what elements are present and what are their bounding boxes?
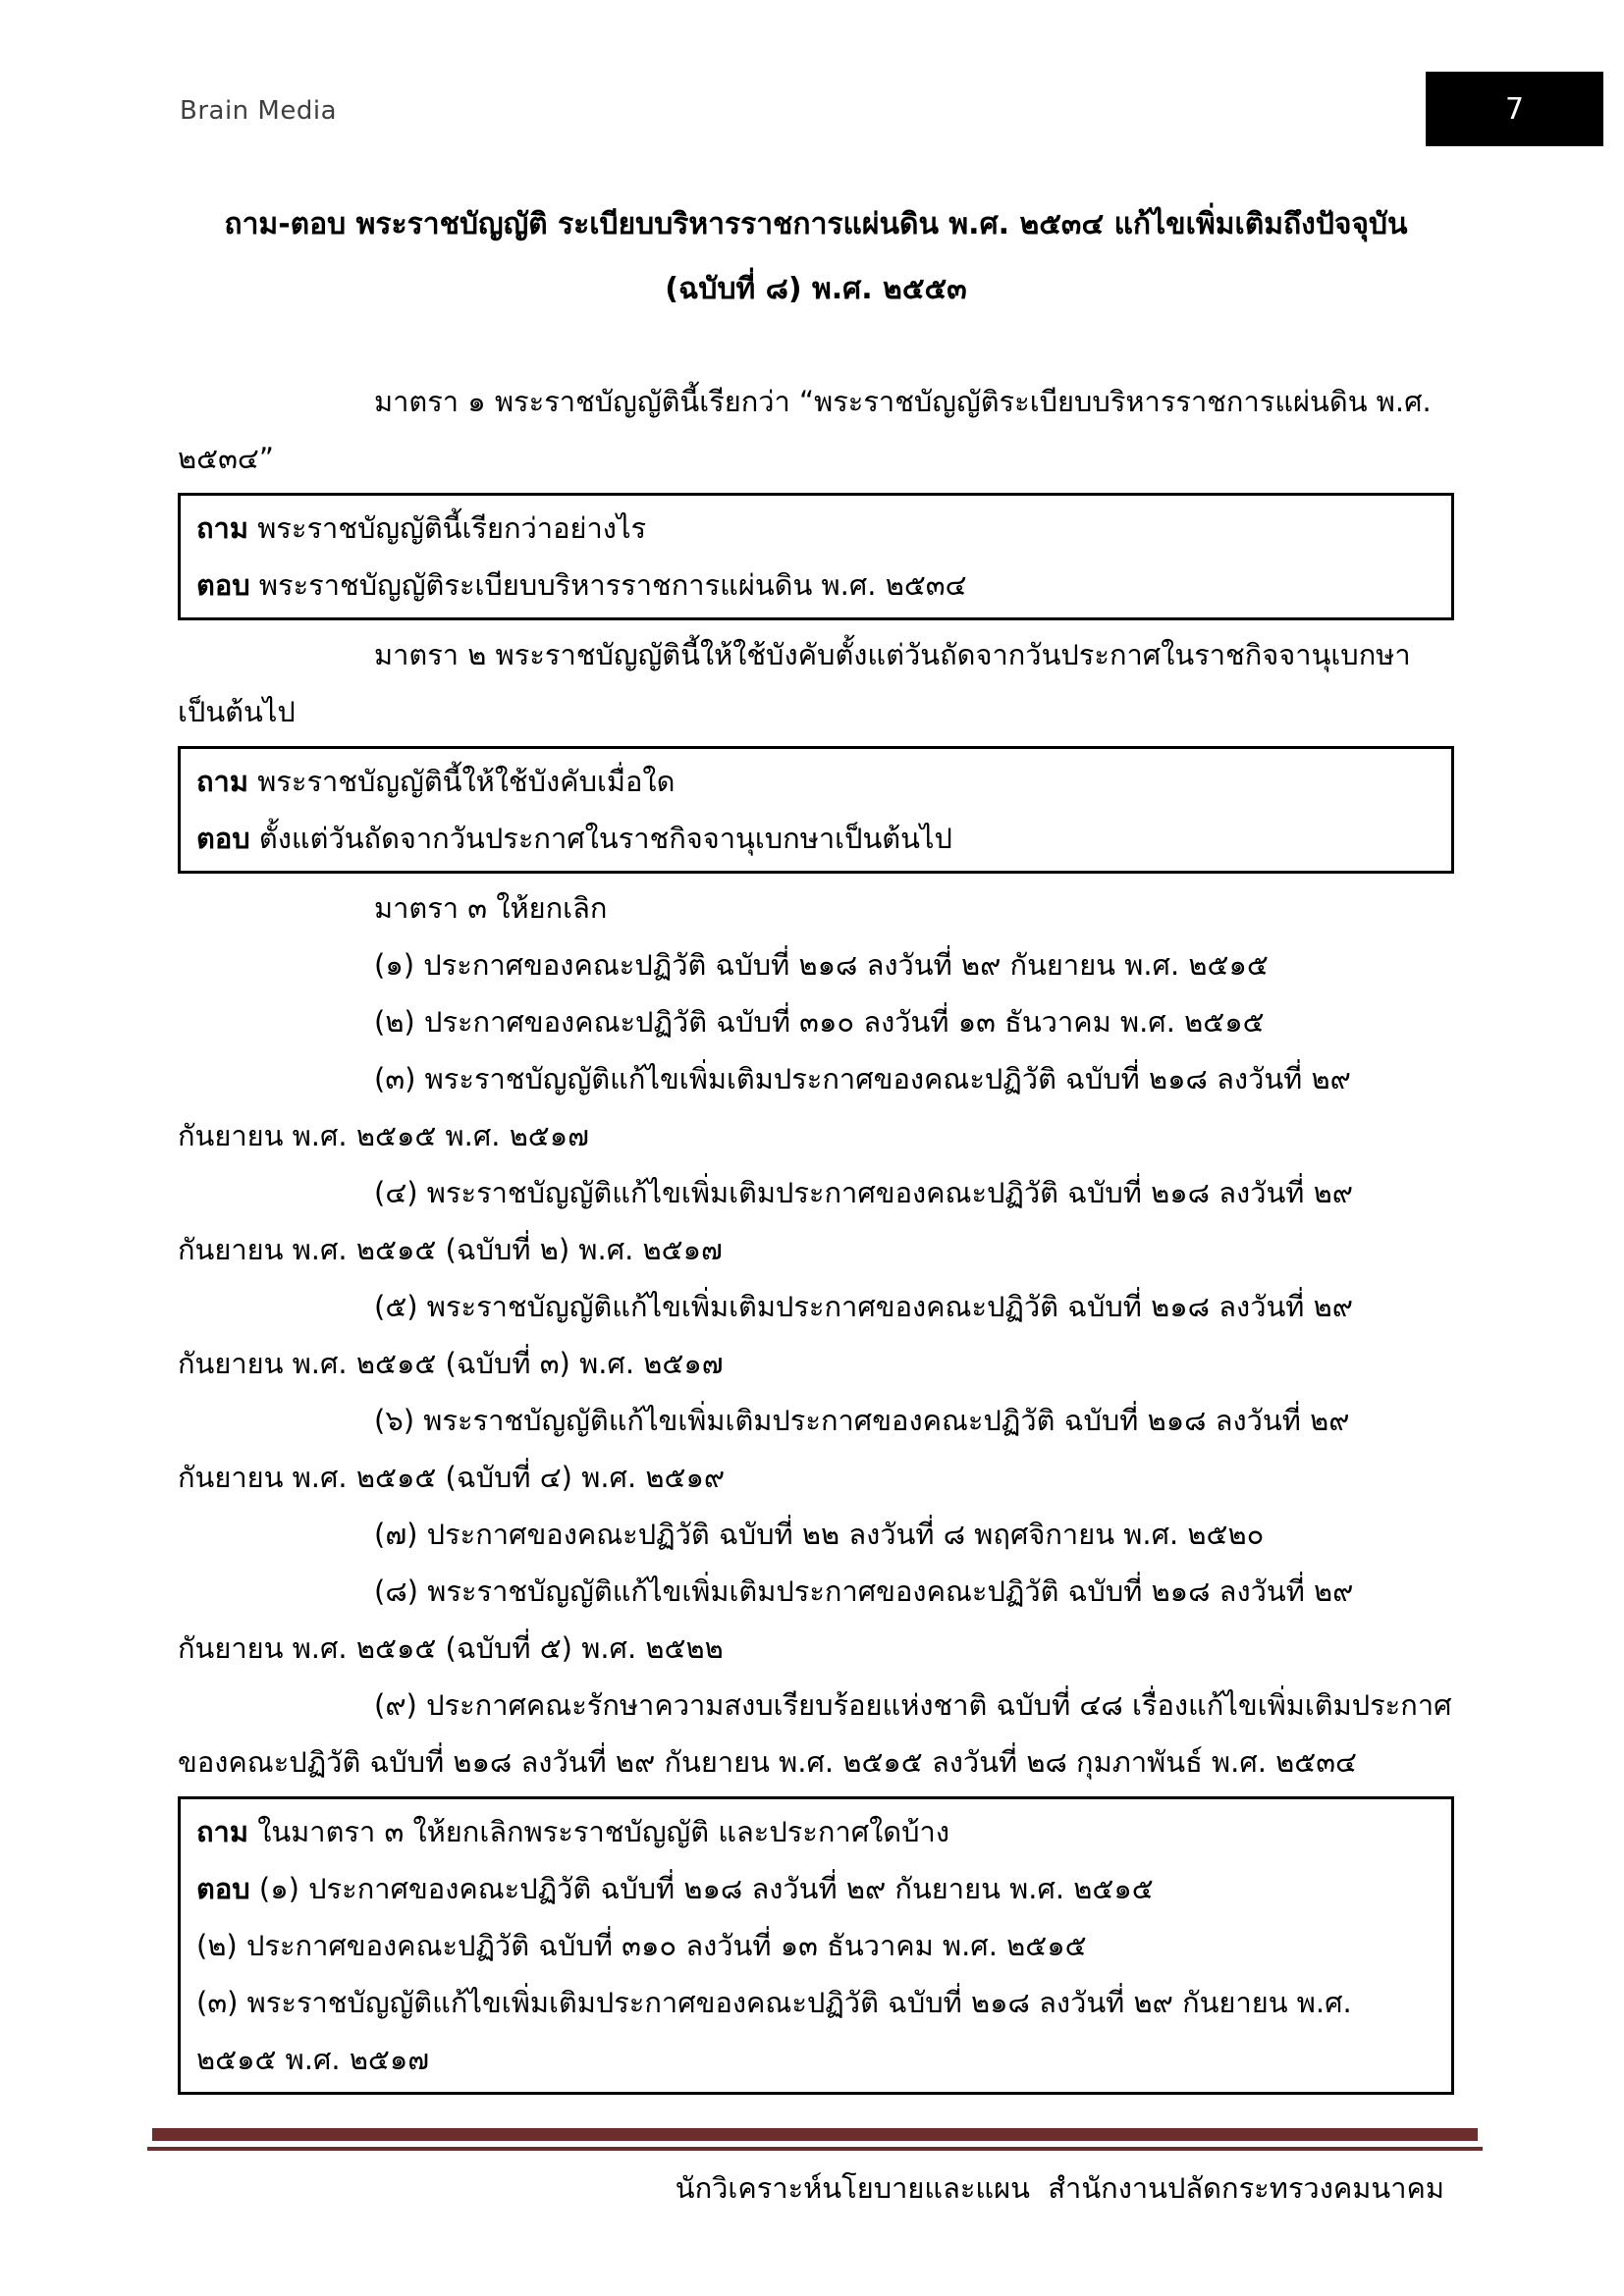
footer-rule-thick — [152, 2128, 1478, 2141]
list-item: (๙) ประกาศคณะรักษาความสงบเรียบร้อยแห่งชาติ ฉบับที่ ๔๘ เรื่องแก้ไขเพิ่มเติมประกาศของคณะปฏิวัติ ฉบับที่ ๒๑๘ ลงวันที่ ๒๙ กันยายน พ.ศ. ๒๕๑๕ ลงวันที่ ๒๘ กุมภาพันธ์ พ.ศ. ๒๕๓๔ — [178, 1688, 1452, 1779]
list-item: (๑) ประกาศของคณะปฏิวัติ ฉบับที่ ๒๑๘ ลงวันที่ ๒๙ กันยายน พ.ศ. ๒๕๑๕ — [374, 948, 1269, 982]
qa-3-answer-line-2: (๒) ประกาศของคณะปฏิวัติ ฉบับที่ ๓๑๐ ลงวันที่ ๑๓ ธันวาคม พ.ศ. ๒๕๑๕ — [196, 1929, 1087, 1962]
list-item: (๓) พระราชบัญญัติแก้ไขเพิ่มเติมประกาศของคณะปฏิวัติ ฉบับที่ ๒๑๘ ลงวันที่ ๒๙ กันยายน พ.ศ. ๒๕๑๕ พ.ศ. ๒๕๑๗ — [178, 1062, 1351, 1152]
list-item: (๔) พระราชบัญญัติแก้ไขเพิ่มเติมประกาศของคณะปฏิวัติ ฉบับที่ ๒๑๘ ลงวันที่ ๒๙ กันยายน พ.ศ. ๒๕๑๕ (ฉบับที่ ๒) พ.ศ. ๒๕๑๗ — [178, 1176, 1353, 1266]
question-label: ถาม — [196, 765, 248, 798]
qa-box-1 — [178, 493, 1454, 620]
footer-signature: นักวิเคราะห์นโยบายและแผน สำนักงานปลัดกระทรวงคมนาคม — [675, 2171, 1444, 2205]
question-label: ถาม — [196, 511, 248, 545]
answer-label: ตอบ — [196, 1872, 250, 1905]
question-label: ถาม — [196, 1815, 248, 1848]
qa-1-answer — [196, 557, 1435, 614]
page-number-box — [1426, 72, 1603, 146]
qa-box-2 — [178, 746, 1454, 874]
section-2-paragraph: มาตรา ๒ พระราชบัญญัตินี้ให้ใช้บังคับตั้งแต่วันถัดจากวันประกาศในราชกิจจานุเบกษาเป็นต้นไป — [178, 638, 1411, 728]
list-item: (๕) พระราชบัญญัติแก้ไขเพิ่มเติมประกาศของคณะปฏิวัติ ฉบับที่ ๒๑๘ ลงวันที่ ๒๙ กันยายน พ.ศ. ๒๕๑๕ (ฉบับที่ ๓) พ.ศ. ๒๕๑๗ — [178, 1290, 1353, 1380]
qa-2-question — [196, 753, 1435, 810]
qa-3-question — [196, 1803, 1435, 1860]
qa-3-answer-line-1 — [196, 1860, 1435, 1917]
document-title-line-2: (ฉบับที่ ๘) พ.ศ. ๒๕๕๓ — [665, 272, 967, 306]
brand-text: Brain Media — [180, 96, 338, 126]
repealed-items-list — [178, 936, 1454, 1790]
qa-3-answer-line-3: (๓) พระราชบัญญัติแก้ไขเพิ่มเติมประกาศของคณะปฏิวัติ ฉบับที่ ๒๑๘ ลงวันที่ ๒๙ กันยายน พ.ศ. ๒๕๑๕ พ.ศ. ๒๕๑๗ — [196, 1986, 1352, 2076]
qa-box-3 — [178, 1796, 1454, 2095]
footer-rule-thin — [147, 2147, 1483, 2151]
answer-label: ตอบ — [196, 568, 250, 602]
question-text: ในมาตรา ๓ ให้ยกเลิกพระราชบัญญัติ และประกาศใดบ้าง — [257, 1815, 949, 1848]
qa-1-question — [196, 500, 1435, 557]
document-content — [178, 192, 1454, 2101]
list-item: (๒) ประกาศของคณะปฏิวัติ ฉบับที่ ๓๑๐ ลงวันที่ ๑๓ ธันวาคม พ.ศ. ๒๕๑๕ — [374, 1005, 1265, 1039]
list-item: (๘) พระราชบัญญัติแก้ไขเพิ่มเติมประกาศของคณะปฏิวัติ ฉบับที่ ๒๑๘ ลงวันที่ ๒๙ กันยายน พ.ศ. ๒๕๑๕ (ฉบับที่ ๕) พ.ศ. ๒๕๒๒ — [178, 1575, 1354, 1665]
answer-text: ตั้งแต่วันถัดจากวันประกาศในราชกิจจานุเบกษาเป็นต้นไป — [258, 822, 952, 855]
answer-text: พระราชบัญญัติระเบียบบริหารราชการแผ่นดิน พ.ศ. ๒๕๓๔ — [258, 568, 967, 602]
list-item: (๖) พระราชบัญญัติแก้ไขเพิ่มเติมประกาศของคณะปฏิวัติ ฉบับที่ ๒๑๘ ลงวันที่ ๒๙ กันยายน พ.ศ. ๒๕๑๕ (ฉบับที่ ๔) พ.ศ. ๒๕๑๙ — [178, 1404, 1350, 1494]
section-1-paragraph: มาตรา ๑ พระราชบัญญัตินี้เรียกว่า “พระราชบัญญัติระเบียบบริหารราชการแผ่นดิน พ.ศ. ๒๕๓๔” — [178, 385, 1432, 475]
document-title-line-1: ถาม-ตอบ พระราชบัญญัติ ระเบียบบริหารราชการแผ่นดิน พ.ศ. ๒๕๓๔ แก้ไขเพิ่มเติมถึงปัจจุบัน — [224, 207, 1408, 241]
qa-2-answer — [196, 810, 1435, 867]
question-text: พระราชบัญญัตินี้ให้ใช้บังคับเมื่อใด — [257, 765, 676, 798]
list-item: (๗) ประกาศของคณะปฏิวัติ ฉบับที่ ๒๒ ลงวันที่ ๘ พฤศจิกายน พ.ศ. ๒๕๒๐ — [374, 1518, 1265, 1551]
page-number: 7 — [1504, 91, 1525, 127]
question-text: พระราชบัญญัตินี้เรียกว่าอย่างไร — [257, 511, 647, 545]
answer-text: (๑) ประกาศของคณะปฏิวัติ ฉบับที่ ๒๑๘ ลงวันที่ ๒๙ กันยายน พ.ศ. ๒๕๑๕ — [258, 1872, 1154, 1905]
section-3-paragraph: มาตรา ๓ ให้ยกเลิก — [374, 891, 608, 925]
answer-label: ตอบ — [196, 822, 250, 855]
